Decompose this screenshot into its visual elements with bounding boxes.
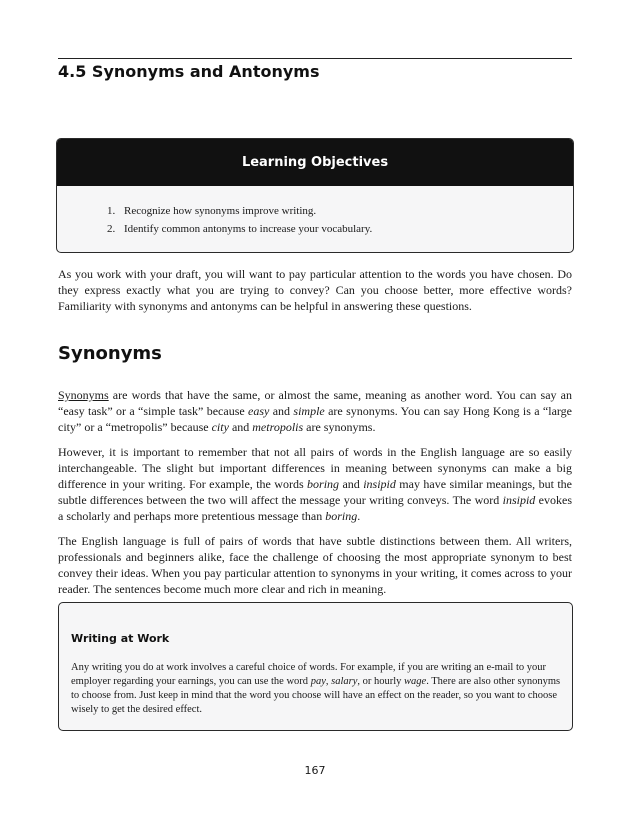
- objective-number: 1.: [107, 205, 116, 217]
- objectives-list: [107, 202, 372, 238]
- subtle-distinctions-paragraph: The English language is full of pairs of words that have subtle distinctions between them. All writers, professionals and beginners alike, face the challenge of choosing the most appropriate synonym to best convey their ideas. When you pay particular attention to synonyms in your writing, it comes across to your reader. The sentences become much more clear and rich in meaning.: [58, 534, 572, 596]
- intro-paragraph: As you work with your draft, you will want to pay particular attention to the words you have chosen. Do they express exactly what you are trying to convey? Can you choose better, more effective words? Familiarity with synonyms and antonyms can be helpful in answering these questions.: [58, 267, 572, 313]
- objective-text: Recognize how synonyms improve writing.: [124, 205, 317, 217]
- writing-at-work-text: Any writing you do at work involves a careful choice of words. For example, if you are writing an e-mail to your employer regarding your earnings, you can use the word pay, salary, or hourly wage. There are also other synonyms to choose from. Just keep in mind that the word you choose will have an effect on the reader, so you want to choose wisely to get the desired effect.: [71, 662, 561, 715]
- writing-at-work-box: [58, 602, 573, 731]
- synonyms-heading: Synonyms: [58, 343, 162, 364]
- objective-number: 2.: [107, 223, 116, 235]
- interchangeability-paragraph: However, it is important to remember that not all pairs of words in the English language are so easily interchangeable. The slight but important differences in meaning between synonyms can make a big difference in your writing. For example, the words boring and insipid may have similar meanings, but the subtle differences between the two will affect the message your writing conveys. The word insipid evokes a scholarly and perhaps more pretentious message than boring.: [58, 445, 573, 523]
- top-rule: [58, 58, 572, 59]
- learning-objectives-heading: Learning Objectives: [57, 139, 573, 186]
- writing-at-work-title: Writing at Work: [71, 632, 170, 645]
- page-number: 167: [304, 764, 326, 777]
- objective-item: [107, 220, 372, 238]
- objective-item: [107, 202, 372, 220]
- section-title: 4.5 Synonyms and Antonyms: [58, 62, 320, 81]
- synonyms-definition-paragraph: Synonyms are words that have the same, or almost the same, meaning as another word. You can say an “easy task” or a “simple task” because easy and simple are synonyms. You can say Hong Kong is a “large city” or a “metropolis” because city and metropolis are synonyms.: [58, 388, 572, 434]
- glossary-term-link[interactable]: Synonyms: [58, 388, 109, 402]
- objective-text: Identify common antonyms to increase your vocabulary.: [124, 223, 373, 235]
- learning-objectives-box: [56, 138, 574, 253]
